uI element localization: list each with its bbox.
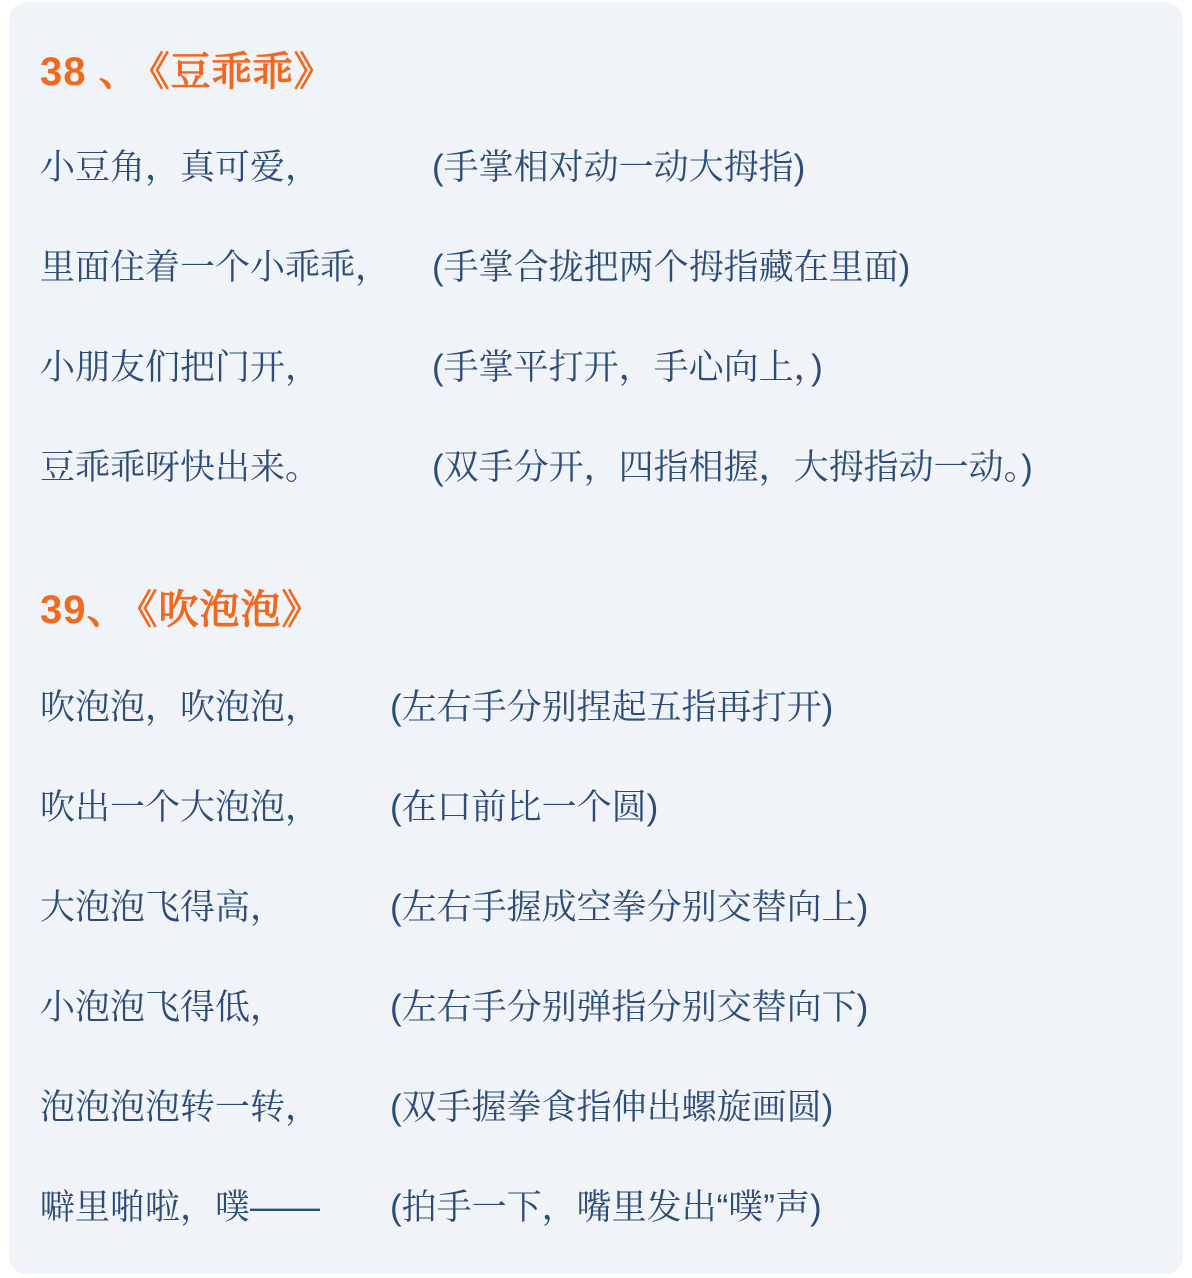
- lyric-text: 大泡泡飞得高，: [40, 888, 286, 927]
- lyric-text: 里面住着一个小乖乖，: [40, 248, 391, 287]
- gesture-instruction: (手掌平打开，手心向上，): [432, 348, 823, 387]
- gesture-instruction: (手掌相对动一动大拇指): [432, 148, 806, 187]
- gesture-instruction: (左右手分别弹指分别交替向下): [390, 988, 869, 1027]
- gesture-instruction: (手掌合拢把两个拇指藏在里面): [432, 248, 911, 287]
- gesture-instruction: (左右手分别捏起五指再打开): [390, 688, 834, 727]
- rhyme-line: [40, 246, 1163, 290]
- lyric-text: 豆乖乖呀快出来。: [40, 448, 321, 487]
- gesture-instruction: (左右手握成空拳分别交替向上): [390, 888, 869, 927]
- content-panel: [9, 2, 1183, 1274]
- lyric-text: 泡泡泡泡转一转，: [40, 1088, 321, 1127]
- lyric-text: 小泡泡飞得低，: [40, 988, 286, 1027]
- gesture-instruction: (拍手一下，嘴里发出“噗”声): [390, 1188, 822, 1227]
- section-heading-38: [40, 48, 1163, 96]
- lyric-text: 小豆角，真可爱，: [40, 148, 321, 187]
- rhyme-line: [40, 346, 1163, 390]
- rhyme-line: [40, 446, 1163, 490]
- lyric-text: 噼里啪啦，噗——: [40, 1188, 321, 1227]
- section-heading-39: [40, 586, 1163, 634]
- rhyme-line: [40, 686, 1163, 730]
- rhyme-line: [40, 786, 1163, 830]
- rhyme-line: [40, 986, 1163, 1030]
- section-title-text: 《吹泡泡》: [137, 588, 323, 632]
- lyric-text: 吹泡泡，吹泡泡，: [40, 688, 321, 727]
- rhyme-line: [40, 1186, 1163, 1230]
- rhyme-line: [40, 146, 1163, 190]
- gesture-instruction: (在口前比一个圆): [390, 788, 659, 827]
- gesture-instruction: (双手分开，四指相握，大拇指动一动。): [432, 448, 1033, 487]
- rhyme-line: [40, 1086, 1163, 1130]
- section-title-text: 《豆乖乖》: [149, 50, 335, 94]
- section-number: 39、: [40, 588, 128, 632]
- gesture-instruction: (双手握拳食指伸出螺旋画圆): [390, 1088, 834, 1127]
- rhymes-document: [9, 2, 1183, 1230]
- section-number: 38 、: [40, 50, 140, 94]
- rhyme-section-38: [40, 48, 1163, 490]
- rhyme-line: [40, 886, 1163, 930]
- rhyme-section-39: [40, 586, 1163, 1230]
- lyric-text: 小朋友们把门开，: [40, 348, 321, 387]
- lyric-text: 吹出一个大泡泡，: [40, 788, 321, 827]
